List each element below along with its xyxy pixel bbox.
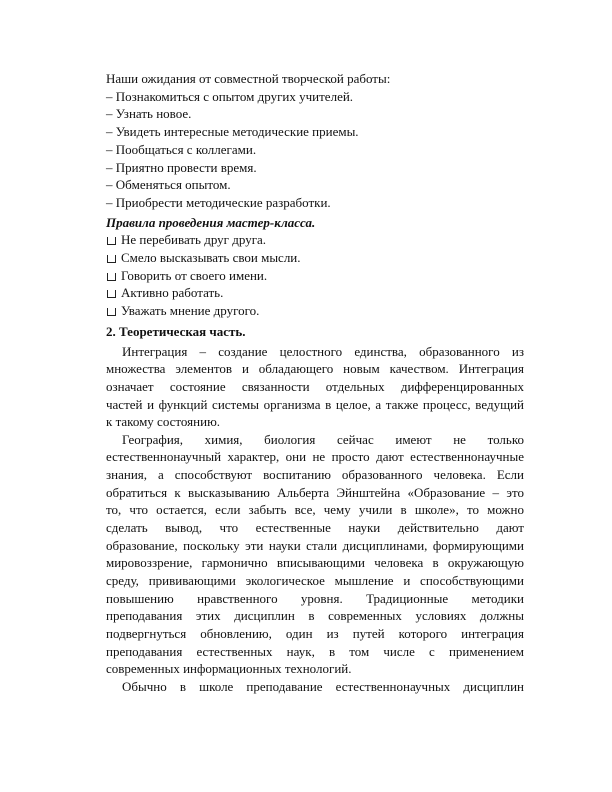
- paragraph-line: повышению нравственного уровня. Традиционные методики: [106, 590, 524, 606]
- paragraph-integration: [106, 343, 524, 431]
- paragraph-line: знания, а способствуют воспитанию образованного человека. Если: [106, 467, 524, 483]
- rule-text: Уважать мнение другого.: [121, 303, 260, 319]
- checkbox-bullet-icon: [107, 255, 116, 263]
- paragraph-line: сделать вывод, что естественные науки действительно дают: [106, 520, 524, 536]
- paragraph-line: частей и функций системы организма в целое, а также процесс, ведущий: [106, 396, 524, 412]
- paragraph-school: [106, 678, 524, 696]
- section-heading: 2. Теоретическая часть.: [106, 323, 246, 339]
- expectation-item: – Обменяться опытом.: [106, 177, 231, 193]
- paragraph-line: к такому состоянию.: [106, 414, 221, 430]
- paragraph-line: мировоззрение, гармонично вписывающими человека в окружающую: [106, 555, 524, 571]
- paragraph-line: обратиться к высказыванию Альберта Эйнштейна «Образование – это: [106, 484, 524, 500]
- rule-text: Смело высказывать свои мысли.: [121, 250, 301, 266]
- expectation-item: – Узнать новое.: [106, 106, 192, 122]
- paragraph-line: среду, прививающими экологическое мышление и способствующими: [106, 573, 524, 589]
- rule-item: [106, 249, 524, 267]
- checkbox-bullet-icon: [107, 308, 116, 316]
- checkbox-bullet-icon: [107, 273, 116, 281]
- rule-text: Не перебивать друг друга.: [121, 232, 267, 248]
- rule-item: [106, 267, 524, 285]
- paragraph-line: естественнонаучный характер, они не просто дают естественнонаучные: [106, 449, 524, 465]
- rule-text: Активно работать.: [121, 285, 224, 301]
- checkbox-bullet-icon: [107, 237, 116, 245]
- paragraph-line: то, что остается, если забыть все, чему учили в школе», то можно: [106, 502, 524, 518]
- expectations-title: Наши ожидания от совместной творческой работы:: [106, 71, 391, 86]
- paragraph-line: образование, поскольку эти науки стали дисциплинами, формирующими: [106, 537, 524, 553]
- rule-item: [106, 302, 524, 320]
- document-page: [106, 70, 524, 696]
- checkbox-bullet-icon: [107, 290, 116, 298]
- paragraph-line: Обычно в школе преподавание естественнонаучных дисциплин: [122, 679, 524, 695]
- expectation-item: – Приятно провести время.: [106, 159, 257, 175]
- paragraph-line: преподавания этих дисциплин в современных условиях должны: [106, 608, 524, 624]
- expectation-item: – Пообщаться с коллегами.: [106, 141, 257, 157]
- paragraph-sciences: [106, 431, 524, 678]
- paragraph-line: современных информационных технологий.: [106, 661, 352, 677]
- paragraph-line: означает состояние связанности отдельных дифференцированных: [106, 378, 524, 394]
- rule-item: [106, 231, 524, 249]
- expectation-item: – Увидеть интересные методические приемы.: [106, 124, 359, 140]
- rule-text: Говорить от своего имени.: [121, 267, 268, 283]
- paragraph-line: множества элементов и обладающего новым качеством. Интеграция: [106, 361, 524, 377]
- rules-title: Правила проведения мастер-класса.: [106, 214, 316, 230]
- expectation-item: – Приобрести методические разработки.: [106, 194, 331, 210]
- paragraph-line: подвергнуться обновлению, один из путей которого интеграция: [106, 626, 524, 642]
- paragraph-line: преподавания естественных наук, в том числе с применением: [106, 643, 524, 659]
- rule-item: [106, 284, 524, 302]
- paragraph-line: География, химия, биология сейчас имеют не только: [122, 431, 524, 447]
- expectation-item: – Познакомиться с опытом других учителей.: [106, 88, 354, 104]
- paragraph-line: Интеграция – создание целостного единства, образованного из: [122, 343, 524, 359]
